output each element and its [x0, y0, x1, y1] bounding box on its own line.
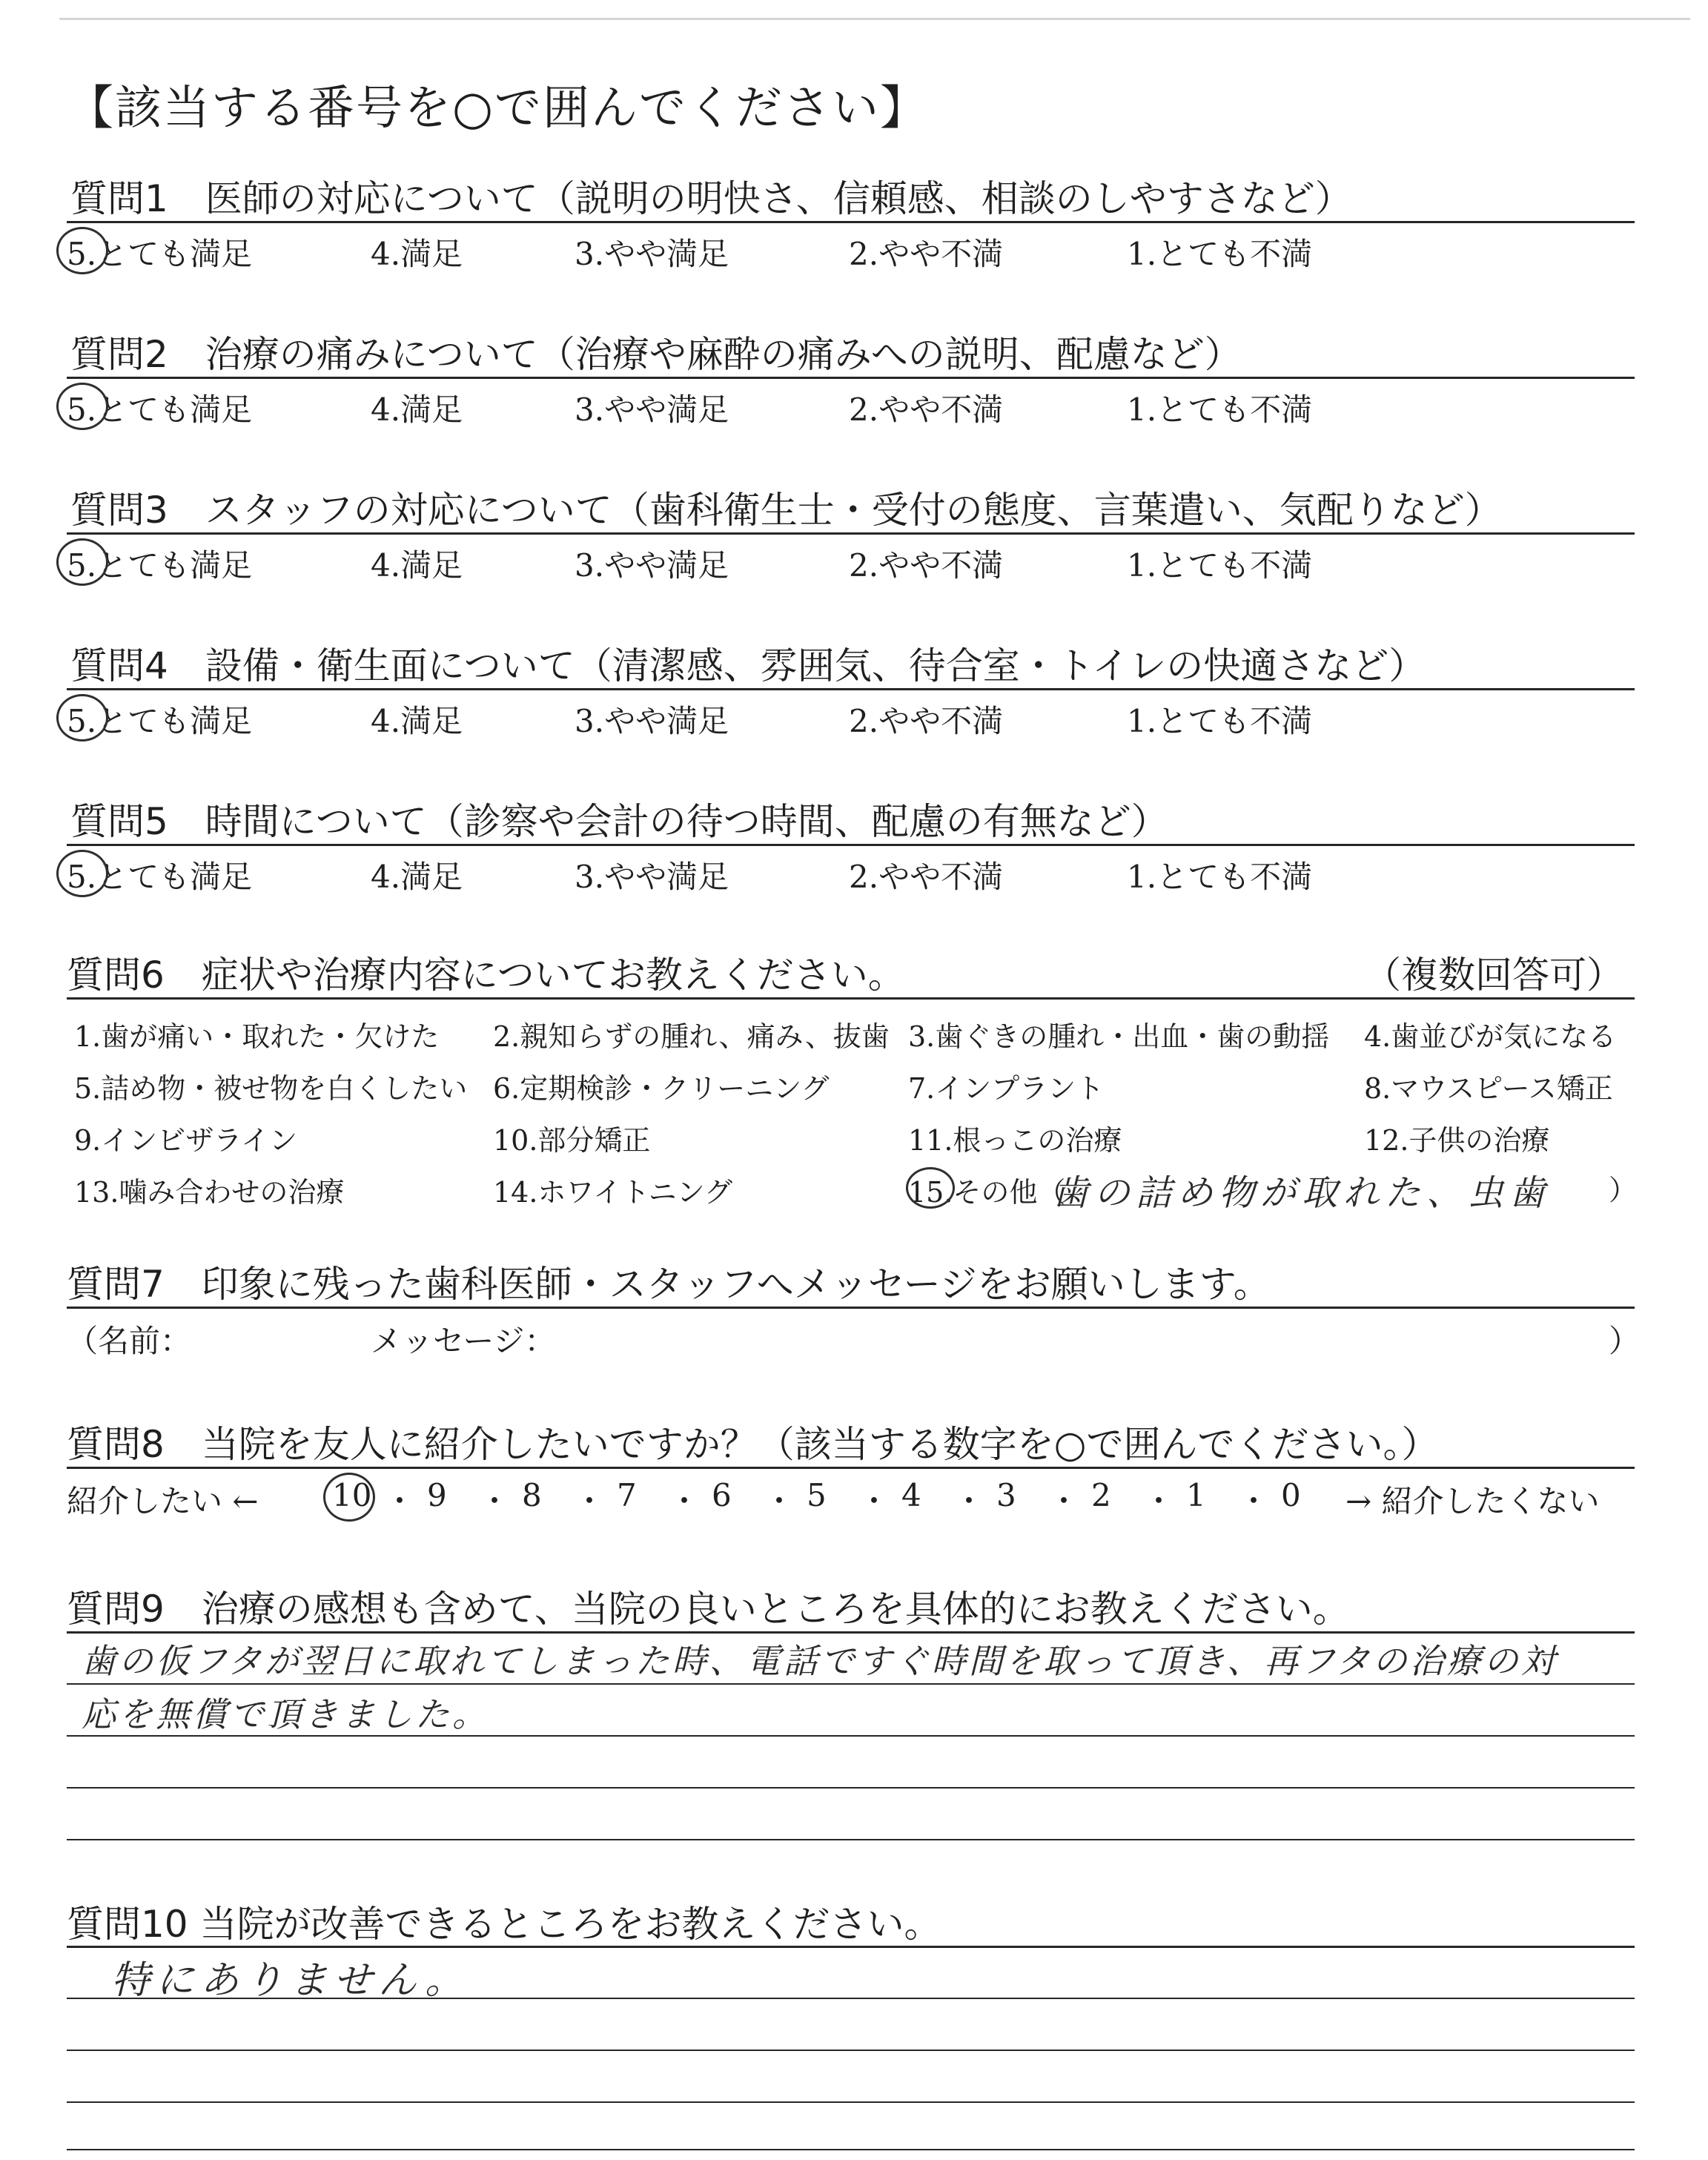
q9-rule [67, 1631, 1635, 1634]
q2-option-3: 3.やや満足 [575, 392, 729, 428]
q4-title: 質問4 設備・衛生面について（清潔感、雰囲気、待合室・トイレの快適さなど） [70, 644, 1426, 687]
q6-option-10: 10.部分矯正 [493, 1124, 651, 1157]
q4-option-1: 1.とても不満 [1127, 703, 1313, 739]
q6-option-3: 3.歯ぐきの腫れ・出血・歯の動揺 [908, 1020, 1330, 1053]
q8-scale-1: 1 [1186, 1477, 1206, 1513]
q7-close-paren: ） [1609, 1323, 1641, 1359]
q6-close-paren: ） [1609, 1174, 1638, 1206]
q8-scale-separator: ・ [1238, 1483, 1270, 1519]
q2-option-5: 5.とても満足 [67, 392, 253, 428]
q7-name-label: （名前： [67, 1323, 192, 1359]
q7-message-label: メッセージ： [371, 1323, 556, 1359]
q10-line-5 [67, 2149, 1635, 2150]
q1-title: 質問1 医師の対応について（説明の明快さ、信頼感、相談のしやすさなど） [70, 177, 1352, 220]
q8-scale-separator: ・ [479, 1483, 511, 1519]
q9-line-5 [67, 1839, 1635, 1840]
q8-scale-8: 8 [522, 1477, 542, 1513]
q5-option-1: 1.とても不満 [1127, 859, 1313, 895]
q8-scale-6: 6 [712, 1477, 732, 1513]
q3-option-4: 4.満足 [371, 547, 463, 584]
q5-selected-circle [56, 850, 108, 897]
q8-title: 質問8 当院を友人に紹介したいですか？（該当する数字を○で囲んでください。） [67, 1423, 1439, 1466]
q1-option-5: 5.とても満足 [67, 236, 253, 272]
q6-option-5: 5.詰め物・被せ物を白くしたい [74, 1072, 468, 1105]
q8-scale-10: 10 [332, 1477, 372, 1513]
q4-selected-circle [56, 694, 108, 742]
q1-selected-circle [56, 227, 108, 274]
q8-scale-separator: ・ [764, 1483, 795, 1519]
q5-option-2: 2.やや不満 [849, 859, 1004, 895]
q3-option-3: 3.やや満足 [575, 547, 729, 584]
q6-rule [67, 997, 1635, 1000]
q2-option-4: 4.満足 [371, 392, 463, 428]
q4-option-4: 4.満足 [371, 703, 463, 739]
q8-scale-separator: ・ [1143, 1483, 1175, 1519]
q8-scale-5: 5 [807, 1477, 827, 1513]
q6-option-8: 8.マウスピース矯正 [1364, 1072, 1613, 1105]
q4-option-3: 3.やや満足 [575, 703, 729, 739]
top-border [59, 18, 1690, 20]
q8-scale-separator: ・ [858, 1483, 890, 1519]
q7-rule [67, 1307, 1635, 1309]
q4-option-5: 5.とても満足 [67, 703, 253, 739]
q8-scale-9: 9 [427, 1477, 447, 1513]
q8-left-label: 紹介したい ← [67, 1483, 259, 1519]
q2-selected-circle [56, 383, 108, 430]
q3-title: 質問3 スタッフの対応について（歯科衛生士・受付の態度、言葉遣い、気配りなど） [70, 489, 1502, 532]
q9-line-2 [67, 1683, 1635, 1685]
q5-option-3: 3.やや満足 [575, 859, 729, 895]
q8-scale-7: 7 [617, 1477, 637, 1513]
q5-rule [67, 844, 1635, 846]
q8-scale-separator: ・ [669, 1483, 701, 1519]
q10-line-3 [67, 2050, 1635, 2051]
q1-option-2: 2.やや不満 [849, 236, 1004, 272]
q8-right-label: → 紹介したくない [1345, 1483, 1600, 1519]
q6-option-1: 1.歯が痛い・取れた・欠けた [74, 1020, 440, 1053]
q8-scale-3: 3 [996, 1477, 1016, 1513]
q4-rule [67, 688, 1635, 690]
q6-other-answer: 歯の詰め物が取れた、虫歯 [1053, 1172, 1552, 1214]
q7-title: 質問7 印象に残った歯科医師・スタッフへメッセージをお願いします。 [67, 1263, 1271, 1306]
q6-option-2: 2.親知らずの腫れ、痛み、抜歯 [493, 1020, 890, 1053]
q10-line-4 [67, 2101, 1635, 2103]
page-heading: 【該当する番号を○で囲んでください】 [67, 81, 928, 135]
q6-title: 質問6 症状や治療内容についてお教えください。 [67, 954, 905, 997]
q2-option-2: 2.やや不満 [849, 392, 1004, 428]
q8-scale-separator: ・ [574, 1483, 606, 1519]
q5-option-4: 4.満足 [371, 859, 463, 895]
q1-option-1: 1.とても不満 [1127, 236, 1313, 272]
q8-scale-separator: ・ [1048, 1483, 1080, 1519]
q3-rule [67, 532, 1635, 535]
q6-option-11: 11.根っこの治療 [908, 1124, 1122, 1157]
q3-option-5: 5.とても満足 [67, 547, 253, 584]
q6-selected-circle [906, 1167, 955, 1209]
q8-scale-2: 2 [1091, 1477, 1111, 1513]
q8-scale-separator: ・ [384, 1483, 416, 1519]
q8-scale-0: 0 [1281, 1477, 1301, 1513]
q3-option-2: 2.やや不満 [849, 547, 1004, 584]
q2-option-1: 1.とても不満 [1127, 392, 1313, 428]
q10-answer-line-1: 特にありません。 [111, 1958, 470, 2003]
q9-answer-line-1: 歯の仮フタが翌日に取れてしまった時、電話ですぐ時間を取って頂き、再フタの治療の対 [82, 1641, 1558, 1681]
q8-rule [67, 1467, 1635, 1469]
q3-selected-circle [56, 538, 108, 586]
q6-option-13: 13.噛み合わせの治療 [74, 1176, 345, 1209]
q6-option-14: 14.ホワイトニング [493, 1176, 733, 1209]
q10-rule [67, 1946, 1635, 1948]
q6-option-9: 9.インビザライン [74, 1124, 298, 1157]
q9-answer-line-2: 応を無償で頂きました。 [82, 1694, 489, 1734]
q10-title: 質問10 当院が改善できるところをお教えください。 [67, 1903, 941, 1946]
q1-option-3: 3.やや満足 [575, 236, 729, 272]
q3-option-1: 1.とても不満 [1127, 547, 1313, 584]
q8-scale-separator: ・ [953, 1483, 985, 1519]
q6-option-12: 12.子供の治療 [1364, 1124, 1550, 1157]
q1-option-4: 4.満足 [371, 236, 463, 272]
q2-rule [67, 377, 1635, 379]
q1-rule [67, 221, 1635, 223]
q9-title: 質問9 治療の感想も含めて、当院の良いところを具体的にお教えください。 [67, 1588, 1350, 1631]
q8-scale-4: 4 [901, 1477, 921, 1513]
q6-option-7: 7.インプラント [908, 1072, 1105, 1105]
q6-option-6: 6.定期検診・クリーニング [493, 1072, 830, 1105]
q6-note: （複数回答可） [1364, 954, 1623, 997]
q8-selected-circle [323, 1473, 375, 1522]
q5-title: 質問5 時間について（診察や会計の待つ時間、配慮の有無など） [70, 800, 1168, 843]
q6-option-15: 15.その他（ [908, 1176, 1066, 1209]
q5-option-5: 5.とても満足 [67, 859, 253, 895]
q4-option-2: 2.やや不満 [849, 703, 1004, 739]
q9-line-4 [67, 1787, 1635, 1789]
q2-title: 質問2 治療の痛みについて（治療や麻酔の痛みへの説明、配慮など） [70, 333, 1242, 376]
q6-option-4: 4.歯並びが気になる [1364, 1020, 1617, 1053]
